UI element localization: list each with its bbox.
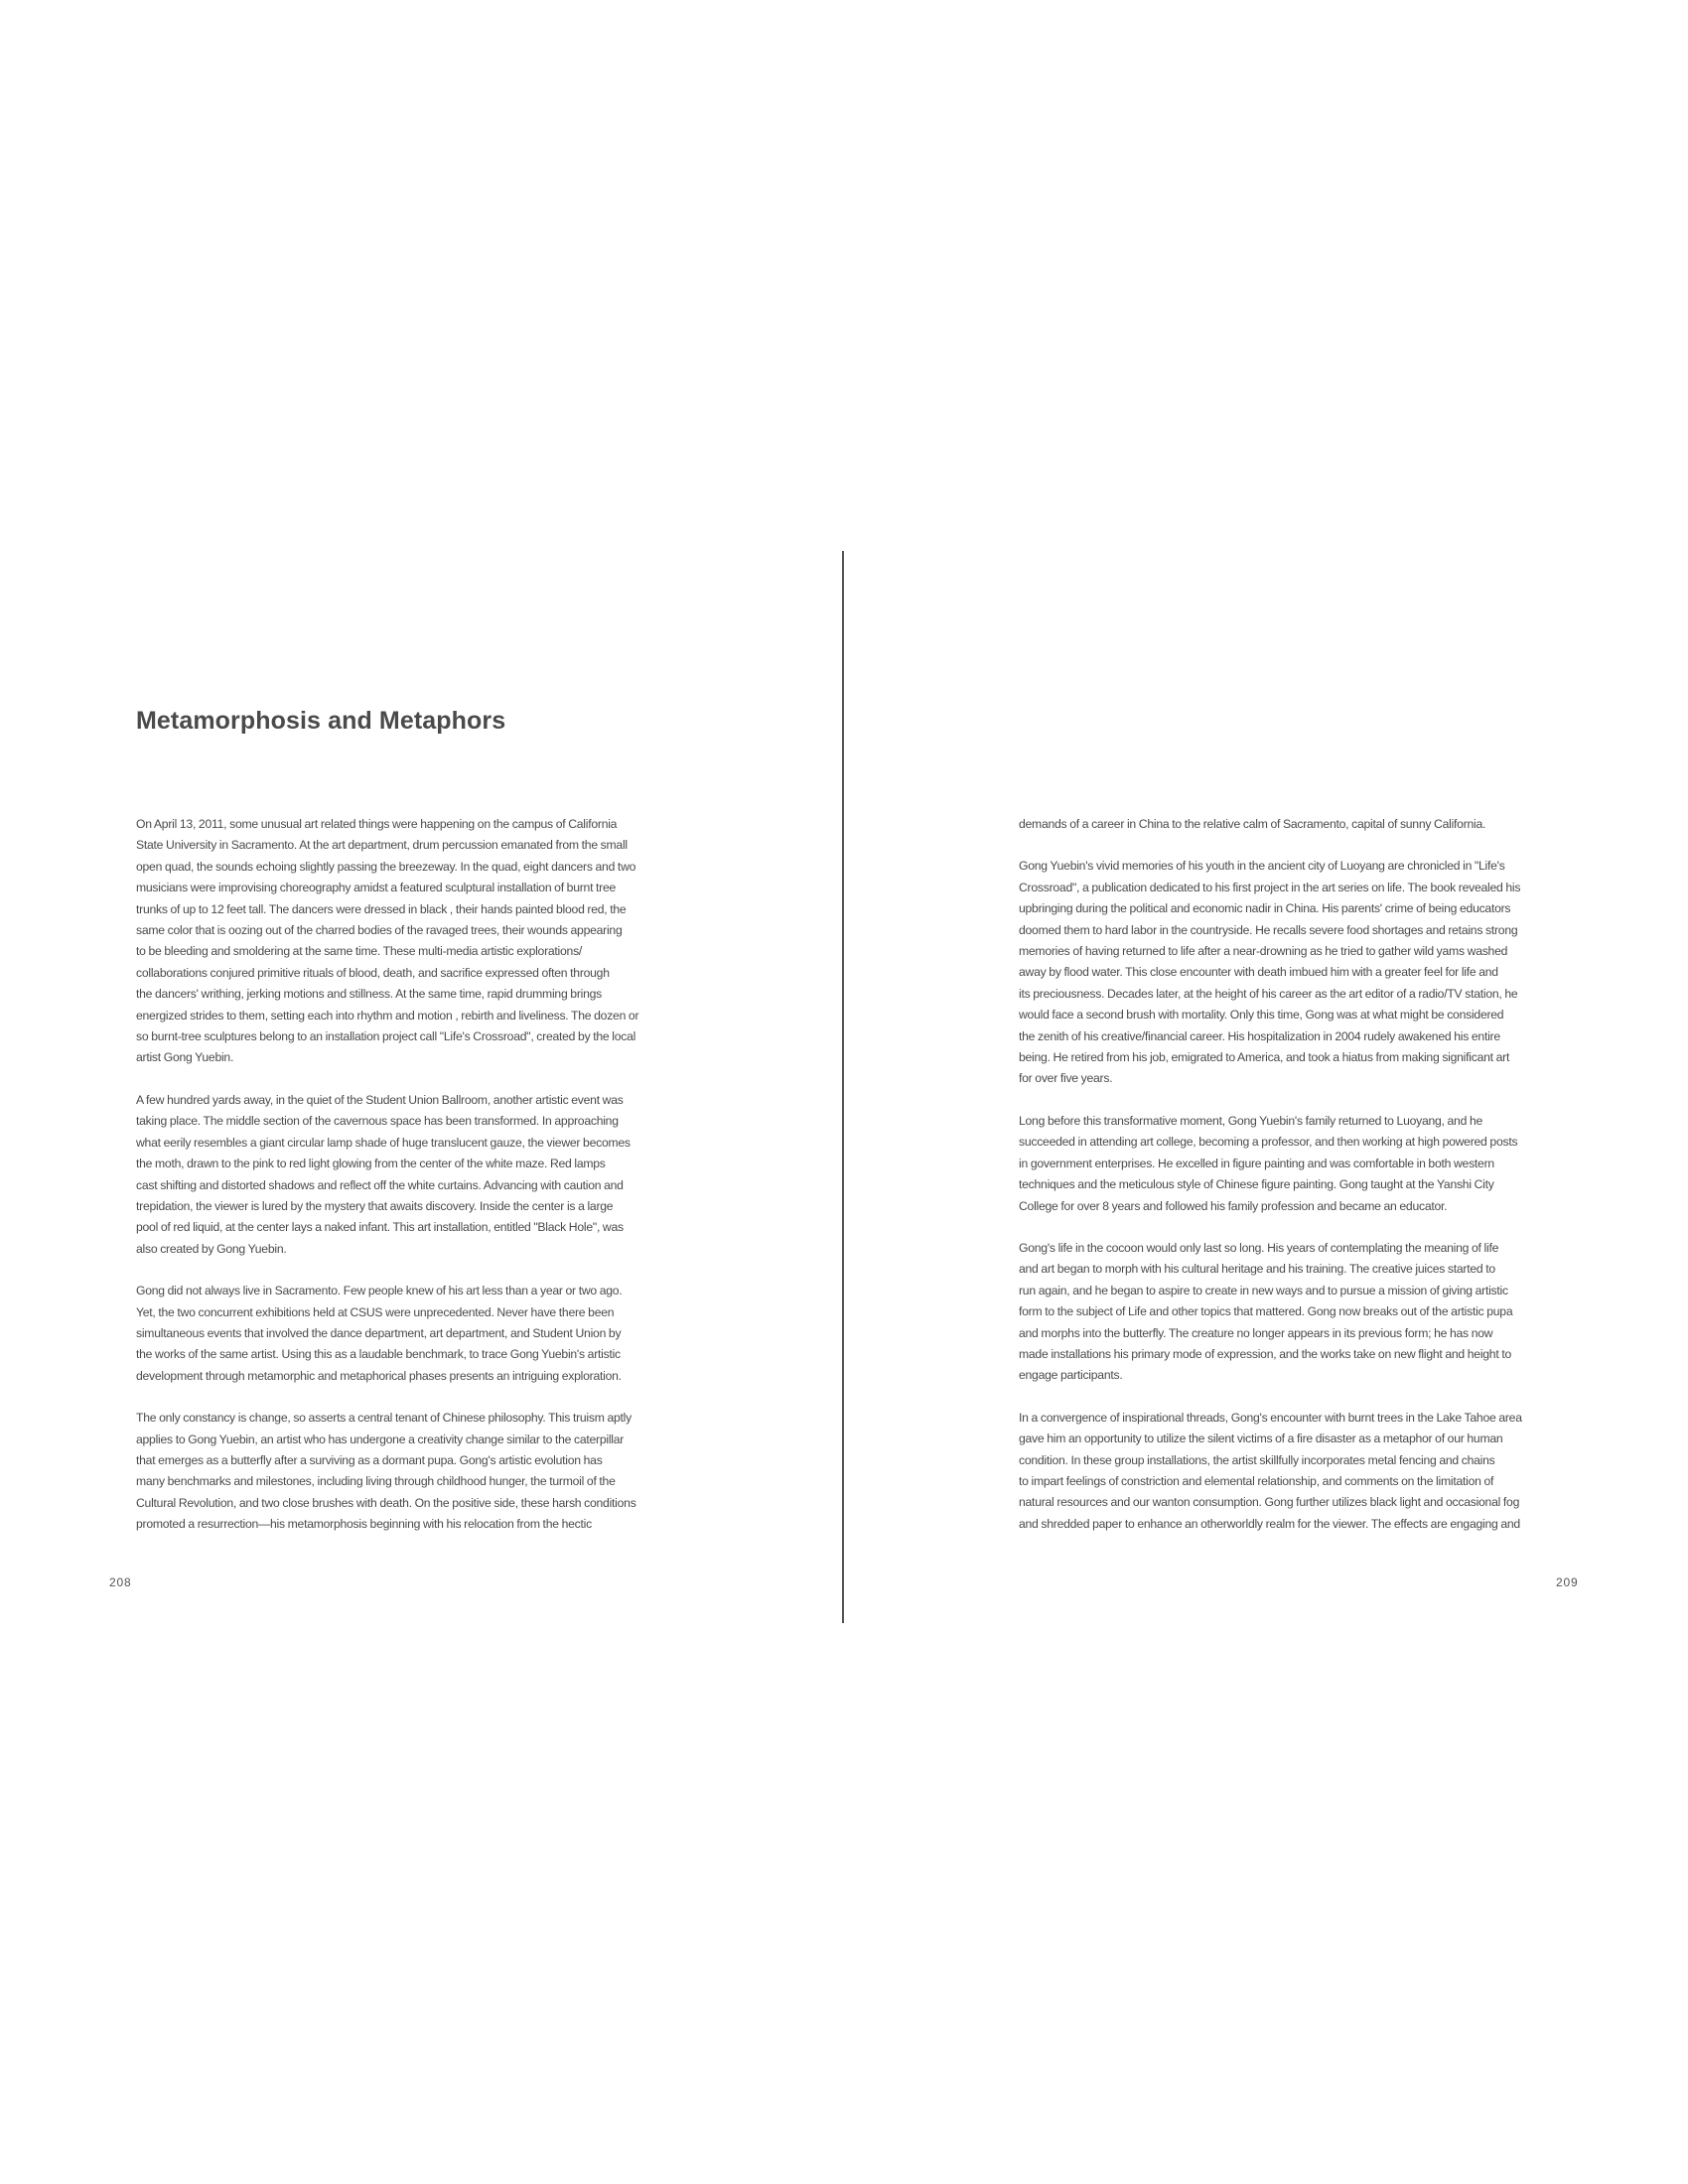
text-line: run again, and he began to aspire to create in new ways and to pursue a mission of giving artistic (1019, 1283, 1508, 1297)
paragraph (1019, 856, 1555, 1089)
text-line: On April 13, 2011, some unusual art related things were happening on the campus of California (136, 817, 618, 831)
paragraph (1019, 1111, 1555, 1217)
text-line: Gong's life in the cocoon would only last so long. His years of contemplating the meaning of life (1019, 1240, 1499, 1255)
paragraph (136, 1281, 672, 1387)
page-number: 209 (1556, 1575, 1579, 1589)
text-line: made installations his primary mode of expression, and the works take on new flight and height to (1019, 1346, 1511, 1361)
text-line: Yet, the two concurrent exhibitions held at CSUS were unprecedented. Never have there been (136, 1304, 615, 1319)
gutter-divider (842, 551, 844, 1623)
text-line: upbringing during the political and economic nadir in China. His parents' crime of being educators (1019, 901, 1511, 916)
text-line: development through metamorphic and metaphorical phases presents an intriguing exploration. (136, 1368, 622, 1383)
text-line: collaborations conjured primitive rituals of blood, death, and sacrifice expressed often through (136, 965, 610, 980)
text-line: taking place. The middle section of the cavernous space has been transformed. In approaching (136, 1114, 619, 1129)
text-line: form to the subject of Life and other topics that mattered. Gong now breaks out of the artistic pupa (1019, 1304, 1513, 1319)
text-line: trunks of up to 12 feet tall. The dancers were dressed in black , their hands painted blood red, the (136, 901, 627, 916)
text-line: Long before this transformative moment, Gong Yuebin's family returned to Luoyang, and he (1019, 1113, 1483, 1128)
text-line: The only constancy is change, so asserts a central tenant of Chinese philosophy. This truism aptly (136, 1411, 632, 1426)
text-line: what eerily resembles a giant circular lamp shade of huge translucent gauze, the viewer becomes (136, 1135, 631, 1150)
text-line: applies to Gong Yuebin, an artist who has undergone a creativity change similar to the caterpillar (136, 1432, 625, 1446)
text-line: also created by Gong Yuebin. (136, 1241, 287, 1256)
text-line: for over five years. (1019, 1071, 1113, 1086)
text-line: its preciousness. Decades later, at the height of his career as the art editor of a radio/TV station, he (1019, 986, 1518, 1001)
paragraph (1019, 1238, 1555, 1387)
text-line: to impart feelings of constriction and elemental relationship, and comments on the limitation of (1019, 1473, 1494, 1488)
text-line: to be bleeding and smoldering at the same time. These multi-media artistic explorations/ (136, 944, 583, 959)
text-line: condition. In these group installations, the artist skillfully incorporates metal fencing and chains (1019, 1452, 1495, 1467)
text-line: being. He retired from his job, emigrated to America, and took a hiatus from making significant art (1019, 1050, 1510, 1065)
text-line: musicians were improvising choreography amidst a featured sculptural installation of burnt tree (136, 881, 617, 895)
text-line: pool of red liquid, at the center lays a naked infant. This art installation, entitled "Black Hole", was (136, 1220, 624, 1235)
text-line: engage participants. (1019, 1368, 1123, 1383)
text-line: State University in Sacramento. At the art department, drum percussion emanated from the small (136, 838, 628, 853)
text-line: techniques and the meticulous style of Chinese figure painting. Gong taught at the Yanshi City (1019, 1177, 1494, 1192)
paragraph (136, 1408, 672, 1535)
text-line: the moth, drawn to the pink to red light glowing from the center of the white maze. Red lamps (136, 1157, 606, 1171)
text-line: artist Gong Yuebin. (136, 1050, 234, 1065)
text-line: Crossroad", a publication dedicated to his first project in the art series on life. The book revealed his (1019, 880, 1521, 894)
text-line: gave him an opportunity to utilize the silent victims of a fire disaster as a metaphor of our human (1019, 1432, 1503, 1446)
right-text-column (1019, 814, 1555, 1556)
text-line: open quad, the sounds echoing slightly passing the breezeway. In the quad, eight dancers and two (136, 859, 636, 874)
text-line: natural resources and our wanton consumption. Gong further utilizes black light and occasional fog (1019, 1495, 1520, 1510)
paragraph (136, 1090, 672, 1260)
text-line: the dancers' writhing, jerking motions and stillness. At the same time, rapid drumming brings (136, 987, 602, 1002)
text-line: cast shifting and distorted shadows and reflect off the white curtains. Advancing with caution and (136, 1177, 624, 1192)
text-line: College for over 8 years and followed his family profession and became an educator. (1019, 1198, 1448, 1213)
text-line: and shredded paper to enhance an otherworldly realm for the viewer. The effects are engaging and (1019, 1516, 1520, 1531)
text-line: Gong Yuebin's vivid memories of his youth in the ancient city of Luoyang are chronicled in "Life's (1019, 859, 1505, 874)
text-line: the works of the same artist. Using this as a laudable benchmark, to trace Gong Yuebin's artistic (136, 1347, 621, 1362)
text-line: A few hundred yards away, in the quiet of the Student Union Ballroom, another artistic event was (136, 1092, 624, 1107)
text-line: promoted a resurrection—his metamorphosis beginning with his relocation from the hectic (136, 1517, 592, 1532)
text-line: would face a second brush with mortality. Only this time, Gong was at what might be considered (1019, 1008, 1504, 1023)
text-line: succeeded in attending art college, becoming a professor, and then working at high powered posts (1019, 1135, 1518, 1150)
left-page (0, 0, 843, 2184)
text-line: trepidation, the viewer is lured by the mystery that awaits discovery. Inside the center is a large (136, 1198, 614, 1213)
paragraph (1019, 814, 1555, 835)
text-line: away by flood water. This close encounter with death imbued him with a greater feel for life and (1019, 965, 1498, 980)
text-line: demands of a career in China to the relative calm of Sacramento, capital of sunny California. (1019, 817, 1486, 831)
text-line: In a convergence of inspirational threads, Gong's encounter with burnt trees in the Lake Tahoe area (1019, 1410, 1522, 1425)
text-line: same color that is oozing out of the charred bodies of the ravaged trees, their wounds appearing (136, 923, 623, 938)
text-line: simultaneous events that involved the dance department, art department, and Student Union by (136, 1325, 622, 1340)
paragraph (1019, 1408, 1555, 1535)
text-line: energized strides to them, setting each into rhythm and motion , rebirth and liveliness. The dozen or (136, 1008, 639, 1023)
page-title: Metamorphosis and Metaphors (136, 707, 506, 735)
text-line: that emerges as a butterfly after a surviving as a dormant pupa. Gong's artistic evolution has (136, 1452, 603, 1467)
text-line: so burnt-tree sculptures belong to an installation project call "Life's Crossroad", created by the local (136, 1029, 636, 1044)
text-line: memories of having returned to life after a near-drowning as he tried to gather wild yams washed (1019, 944, 1508, 959)
text-line: Gong did not always live in Sacramento. Few people knew of his art less than a year or two ago. (136, 1284, 623, 1298)
page-number: 208 (109, 1575, 132, 1589)
left-text-column (136, 814, 672, 1557)
paragraph (136, 814, 672, 1069)
text-line: in government enterprises. He excelled in figure painting and was comfortable in both western (1019, 1156, 1494, 1170)
text-line: and morphs into the butterfly. The creature no longer appears in its previous form; he has now (1019, 1325, 1493, 1340)
text-line: and art began to morph with his cultural heritage and his training. The creative juices started to (1019, 1262, 1495, 1277)
text-line: the zenith of his creative/financial career. His hospitalization in 2004 rudely awakened his entire (1019, 1028, 1500, 1043)
text-line: doomed them to hard labor in the countryside. He recalls severe food shortages and retains strong (1019, 922, 1518, 937)
text-line: many benchmarks and milestones, including living through childhood hunger, the turmoil of the (136, 1474, 616, 1489)
text-line: Cultural Revolution, and two close brushes with death. On the positive side, these harsh conditions (136, 1495, 636, 1510)
